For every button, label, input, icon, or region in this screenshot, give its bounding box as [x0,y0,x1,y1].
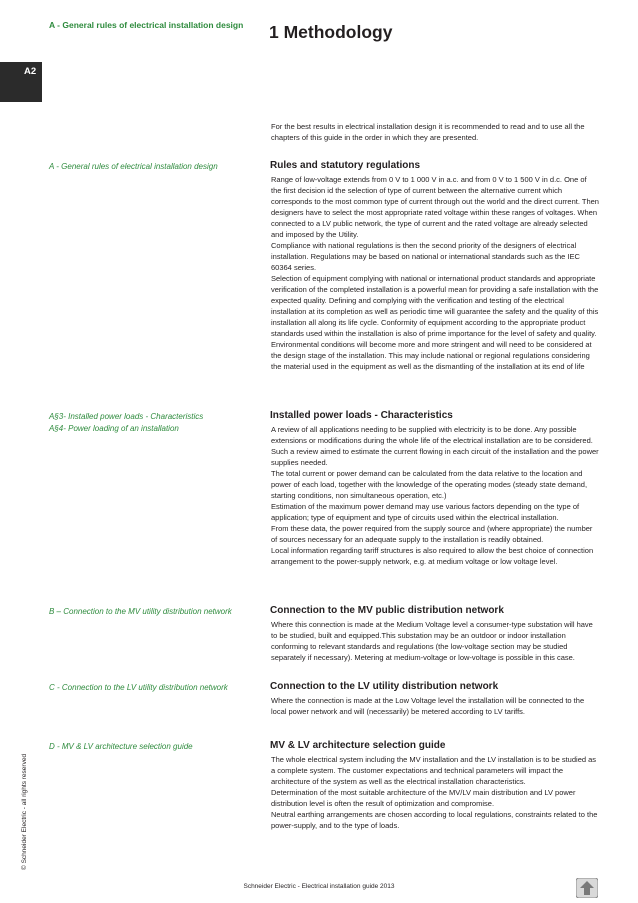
section-title: Installed power loads - Characteristics [270,410,453,421]
paragraph: From these data, the power required from the supply source and (where appropriate) the number of sources necessary for an adequate supply to the installation is readily obtained. [271,524,593,544]
section-side-link[interactable]: D - MV & LV architecture selection guide [49,742,193,751]
paragraph: Compliance with national regulations is then the second priority of the designers of electrical installation. Regulations may be based on national or international standards such as the IEC 60364 series. [271,241,580,272]
home-button[interactable] [576,878,598,898]
copyright-notice: © Schneider Electric - all rights reserved [21,753,28,870]
paragraph: A review of all applications needing to be supplied with electricity is to be done. Any possible extensions or modifications during the whole life of the electrical installation are to be considered. Such a review aimed to estimate the current flowing in each circuit of the installation and the power supplies needed. [271,425,599,467]
home-arrow-icon [576,878,598,898]
paragraph: Where the connection is made at the Low Voltage level the installation will be connected to the local power network and will (necessarily) be metered according to LV tariffs. [271,696,585,716]
section-side-link[interactable]: C - Connection to the LV utility distribution network [49,683,228,692]
section-title: MV & LV architecture selection guide [270,740,446,751]
paragraph: Local information regarding tariff structures is also required to allow the best choice of connection arrangement to the power-supply network, e.g. at medium voltage or low voltage level. [271,546,594,566]
paragraph: Neutral earthing arrangements are chosen according to local regulations, constraints related to the power-supply, and to the type of loads. [271,810,598,830]
section-body [271,754,599,831]
paragraph: Estimation of the maximum power demand may use various factors depending on the type of application; type of equipment and type of circuits used within the electrical installation. [271,502,580,522]
paragraph: Selection of equipment complying with national or international product standards and appropriate verification of the completed installation is a powerful mean for providing a safe installation with the expected quality. Defining and complying with the verification and testing of the electrical installation at its completion as well as periodic time will guarantee the safety and the quality of this installation all along its life cycle. Conformity of equipment according to the appropriate product standards used within the installation is also of prime importance for the level of safety and quality. [271,274,599,338]
paragraph: Range of low-voltage extends from 0 V to 1 000 V in a.c. and from 0 V to 1 500 V in d.c. One of the first decision id the selection of type of current between the alternative current which corresponds to the most common type of current through out the world and the direct current. Then designers have to select the most appropriate rated voltage within these ranges of voltages. When connected to a LV public network, the type of current and the rated voltage are already selected and imposed by the Utility. [271,175,599,239]
paragraph: Where this connection is made at the Medium Voltage level a consumer-type substation will have to be studied, built and equipped.This substation may be an outdoor or indoor installation conforming to relevant standards and regulations (the low-voltage section may be studied separately if necessary). Metering at medium-voltage or low-voltage is possible in this case. [271,620,593,662]
section-side-link[interactable]: A - General rules of electrical installation design [49,162,218,171]
section-body [271,174,599,372]
paragraph: The whole electrical system including the MV installation and the LV installation is to be studied as a complete system. The customer expectations and technical parameters will impact the architecture of the system as well as the electrical installation characteristics. [271,755,597,786]
intro-paragraph: For the best results in electrical installation design it is recommended to read and to use all the chapters of this guide in the order in which they are presented. [271,122,585,142]
paragraph: Determination of the most suitable architecture of the MV/LV main distribution and LV power distribution level is often the result of optimization and compromise. [271,788,576,808]
section-body [271,619,599,663]
paragraph: Environmental conditions will become more and more stringent and will need to be considered at the design stage of the installation. This may include national or regional regulations considering the material used in the equipment as well as the dismantling of the installation at its end of life [271,340,592,371]
page-footer: Schneider Electric - Electrical installation guide 2013 [243,883,395,890]
section-side-link[interactable]: B – Connection to the MV utility distribution network [49,607,232,616]
page-title: 1 Methodology [269,22,393,42]
paragraph: The total current or power demand can be calculated from the data relative to the location and power of each load, together with the knowledge of the operating modes (steady state demand, starting conditions, non simultaneous operation, etc.) [271,469,588,500]
section-side-link[interactable]: A§3- Installed power loads - Characteristics A§4- Power loading of an installation [49,412,204,433]
page-number: A2 [24,66,37,77]
section-title: Rules and statutory regulations [270,160,421,171]
section-title: Connection to the MV public distribution network [270,605,504,616]
header-section-label: A - General rules of electrical installation design [49,20,244,30]
page-number-tab [0,62,42,102]
section-body [271,695,599,717]
section-body [271,424,599,567]
section-title: Connection to the LV utility distribution network [270,681,499,692]
